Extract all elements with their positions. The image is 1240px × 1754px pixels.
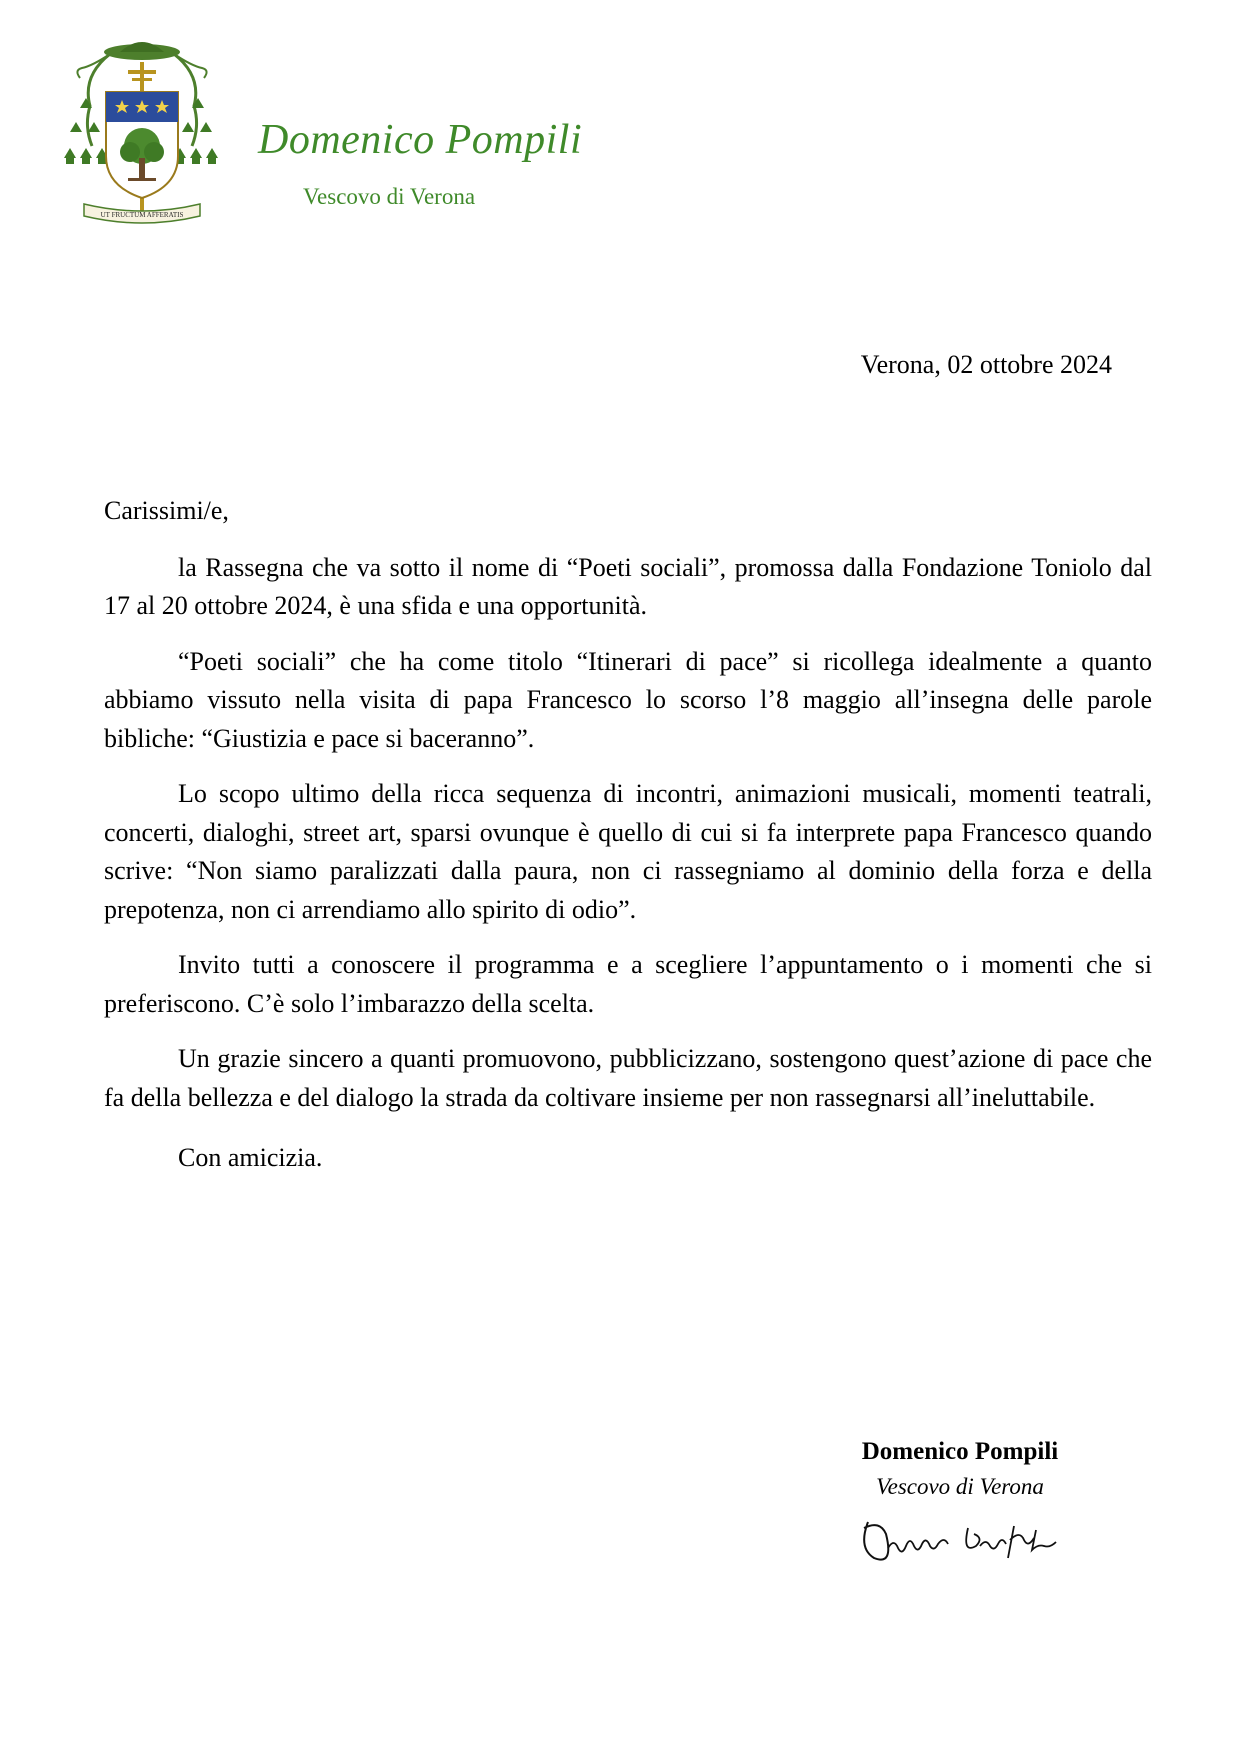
paragraph-1: la Rassegna che va sotto il nome di “Poeti sociali”, promossa dalla Fondazione Toniolo dal 17 al 20 ottobre 2024, è una sfida e una opportunità. — [104, 552, 1152, 620]
paragraph-2: “Poeti sociali” che ha come titolo “Itinerari di pace” si ricollega idealmente a quanto abbiamo vissuto nella visita di papa Francesco lo scorso l’8 maggio all’insegna delle parole bibliche: “Giustizia e pace si baceranno”. — [104, 646, 1152, 753]
letterhead-title: Vescovo di Verona — [303, 184, 476, 209]
paragraph-5: Un grazie sincero a quanti promuovono, pubblicizzano, sostengono quest’azione di pace che fa della bellezza e del dialogo la strada da coltivare insieme per non rassegnarsi all’ineluttabile. — [104, 1044, 1152, 1112]
paragraph-4: Invito tutti a conoscere il programma e a scegliere l’appuntamento o i momenti che si preferiscono. C’è solo l’imbarazzo della scelta. — [104, 950, 1152, 1018]
letter-body — [104, 492, 1152, 1178]
signature-name: Domenico Pompili — [861, 1438, 1059, 1465]
salutation: Carissimi/e, — [104, 496, 229, 525]
signature-role: Vescovo di Verona — [876, 1474, 1044, 1499]
letter-date: Verona, 02 ottobre 2024 — [860, 350, 1112, 379]
paragraph-3: Lo scopo ultimo della ricca sequenza di incontri, animazioni musicali, momenti teatrali, concerti, dialoghi, street art, sparsi ovunque è quello di cui si fa interprete papa Francesco quando scrive: “Non siamo paralizzati dalla paura, non ci rassegniamo al dominio della forza e della prepotenza, non ci arrendiamo allo spirito di odio”. — [104, 779, 1152, 924]
handwritten-signature-icon — [850, 1508, 1070, 1568]
closing: Con amicizia. — [178, 1143, 323, 1172]
letterhead-name: Domenico Pompili — [258, 117, 583, 163]
svg-text:UT FRUCTUM AFFERATIS: UT FRUCTUM AFFERATIS — [100, 211, 184, 219]
signature-block — [800, 1438, 1120, 1568]
letterhead — [0, 0, 700, 250]
coat-of-arms-icon — [62, 36, 222, 236]
